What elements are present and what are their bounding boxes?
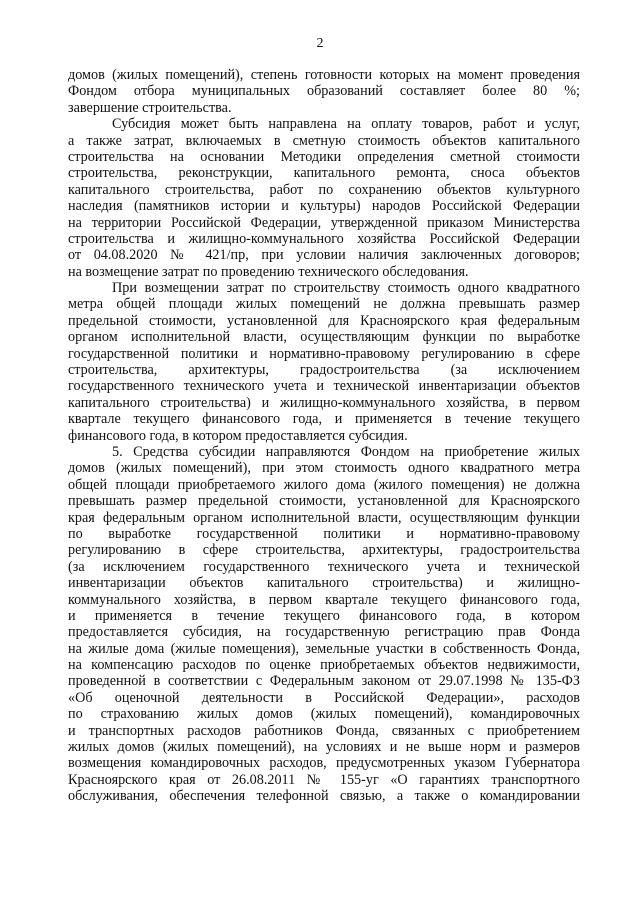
- text-line: (за исключением государственного технического учета и технической: [68, 558, 580, 575]
- text-line: строительства на основании Методики определения сметной стоимости: [68, 148, 580, 165]
- text-line: возмещения командировочных расходов, предусмотренных указом Губернатора: [68, 755, 580, 772]
- text-line: а также затрат, включаемых в сметную стоимость объектов капитального: [68, 132, 580, 149]
- text-line: строительства и жилищно-коммунального хозяйства Российской Федерации: [68, 230, 580, 247]
- text-line: общей площади приобретаемого жилого дома (жилого помещения) не должна: [68, 476, 580, 493]
- text-line: завершение строительства.: [68, 99, 232, 116]
- text-line: метра общей площади жилых помещений не должна превышать размер: [68, 296, 580, 313]
- text-line: и применяется в течение текущего финансового года, в котором: [68, 607, 580, 624]
- text-line: При возмещении затрат по строительству стоимость одного квадратного: [112, 280, 580, 297]
- text-line: финансового года, в котором предоставляется субсидия.: [68, 427, 408, 444]
- text-line: обслуживания, обеспечения телефонной связью, а также о командировании: [68, 788, 580, 805]
- text-line: от 04.08.2020 № 421/пр, при условии наличия заключенных договоров;: [68, 247, 580, 264]
- text-line: строительства, архитектуры, градостроительства (за исключением: [68, 362, 580, 379]
- text-line: на жилые дома (жилые помещения), земельные участки в собственность Фонда,: [68, 640, 580, 657]
- text-line: края федеральным органом исполнительной власти, осуществляющим функции: [68, 509, 580, 526]
- text-line: регулированию в сфере строительства, архитектуры, градостроительства: [68, 542, 580, 559]
- text-line: по выработке государственной политики и нормативно-правовому: [68, 525, 580, 542]
- text-line: квартале текущего финансового года, и применяется в течение текущего: [68, 411, 580, 428]
- text-line: превышать размер предельной стоимости, установленной для Красноярского: [68, 493, 580, 510]
- text-line: государственной политики и нормативно-правовому регулированию в сфере: [68, 345, 580, 362]
- page-number: 2: [316, 36, 324, 51]
- text-line: Красноярского края от 26.08.2011 № 155-уг «О гарантиях транспортного: [68, 771, 580, 788]
- text-line: 5. Средства субсидии направляются Фондом на приобретение жилых: [112, 443, 580, 460]
- text-line: инвентаризации объектов капитального строительства) и жилищно-: [68, 575, 580, 592]
- text-line: и транспортных расходов работников Фонда, связанных с приобретением: [68, 722, 580, 739]
- text-line: коммунального хозяйства, в первом квартале текущего финансового года,: [68, 591, 580, 608]
- text-line: наследия (памятников истории и культуры) народов Российской Федерации: [68, 198, 580, 215]
- text-line: домов (жилых помещений), степень готовности которых на момент проведения: [68, 67, 580, 83]
- text-line: государственного технического учета и технической инвентаризации объектов: [68, 378, 580, 395]
- text-line: домов (жилых помещений), при этом стоимость одного квадратного метра: [68, 460, 580, 477]
- text-line: на возмещение затрат по проведению технического обследования.: [68, 263, 469, 280]
- text-line: строительства, реконструкции, капитального ремонта, сноса объектов: [68, 165, 580, 182]
- text-line: Фондом отбора муниципальных образований составляет более 80 %;: [68, 83, 580, 100]
- text-line: на территории Российской Федерации, утвержденной приказом Министерства: [68, 214, 580, 231]
- text-line: капитального строительства) и жилищно-коммунального хозяйства, в первом: [68, 394, 580, 411]
- text-line: по страхованию жилых домов (жилых помещений), командировочных: [68, 706, 580, 723]
- text-line: на компенсацию расходов по оценке приобретаемых объектов недвижимости,: [68, 657, 580, 674]
- text-line: органом исполнительной власти, осуществляющим функции по выработке: [68, 329, 580, 346]
- text-line: предоставляется субсидия, на государственную регистрацию прав Фонда: [68, 624, 580, 641]
- text-line: «Об оценочной деятельности в Российской Федерации», расходов: [68, 689, 580, 706]
- document-body-text: [68, 67, 580, 805]
- text-line: проведенной в соответствии с Федеральным законом от 29.07.1998 № 135-ФЗ: [68, 673, 580, 690]
- text-line: капитального строительства, работ по сохранению объектов культурного: [68, 181, 580, 198]
- text-line: предельной стоимости, установленной для Красноярского края федеральным: [68, 312, 580, 329]
- text-line: жилых домов (жилых помещений), на условиях и не выше норм и размеров: [68, 739, 580, 756]
- text-line: Субсидия может быть направлена на оплату товаров, работ и услуг,: [112, 116, 580, 133]
